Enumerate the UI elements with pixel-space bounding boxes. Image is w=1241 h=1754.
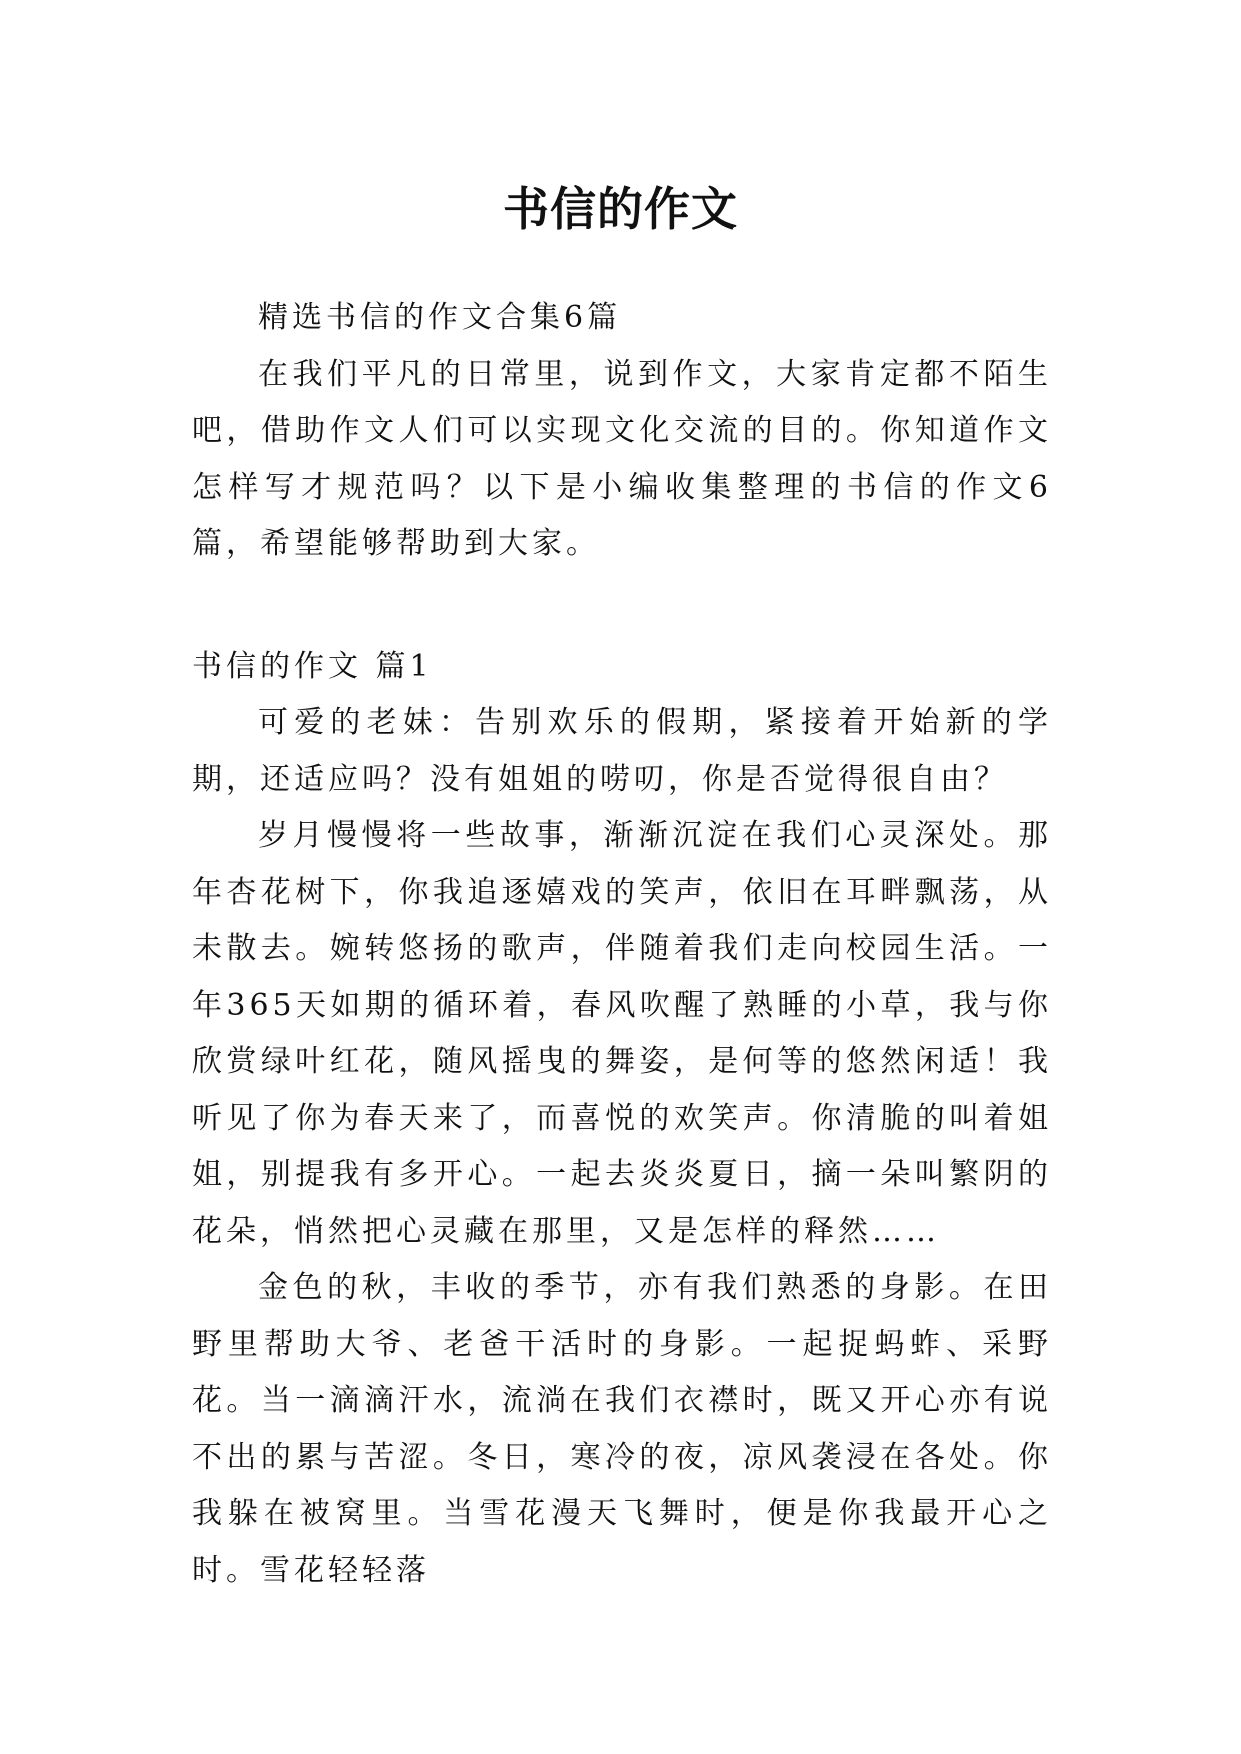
- document-subtitle: 精选书信的作文合集6篇: [258, 300, 622, 335]
- page-title: 书信的作文: [503, 181, 738, 236]
- section-heading-1: 书信的作文 篇1: [192, 648, 433, 684]
- intro-paragraph: 在我们平凡的日常里，说到作文，大家肯定都不陌生吧，借助作文人们可以实现文化交流的目的。你知道作文怎样写才规范吗？以下是小编收集整理的书信的作文6篇，希望能够帮助到大家。: [192, 356, 1052, 561]
- section1-paragraph-3: 金色的秋，丰收的季节，亦有我们熟悉的身影。在田野里帮助大爷、老爸干活时的身影。一起捉蚂蚱、采野花。当一滴滴汗水，流淌在我们衣襟时，既又开心亦有说不出的累与苦涩。冬日，寒冷的夜，凉风袭浸在各处。你我躲在被窝里。当雪花漫天飞舞时，便是你我最开心之时。雪花轻轻落: [192, 1270, 1052, 1588]
- section1-paragraph-2: 岁月慢慢将一些故事，渐渐沉淀在我们心灵深处。那年杏花树下，你我追逐嬉戏的笑声，依旧在耳畔飘荡，从未散去。婉转悠扬的歌声，伴随着我们走向校园生活。一年365天如期的循环着，春风吹醒了熟睡的小草，我与你欣赏绿叶红花，随风摇曳的舞姿，是何等的悠然闲适！我听见了你为春天来了，而喜悦的欢笑声。你清脆的叫着姐姐，别提我有多开心。一起去炎炎夏日，摘一朵叫繁阴的花朵，悄然把心灵藏在那里，又是怎样的释然……: [192, 818, 1052, 1249]
- section1-paragraph-1: 可爱的老妹：告别欢乐的假期，紧接着开始新的学期，还适应吗？没有姐姐的唠叨，你是否觉得很自由？: [192, 705, 1052, 797]
- document-body: [192, 290, 1052, 1599]
